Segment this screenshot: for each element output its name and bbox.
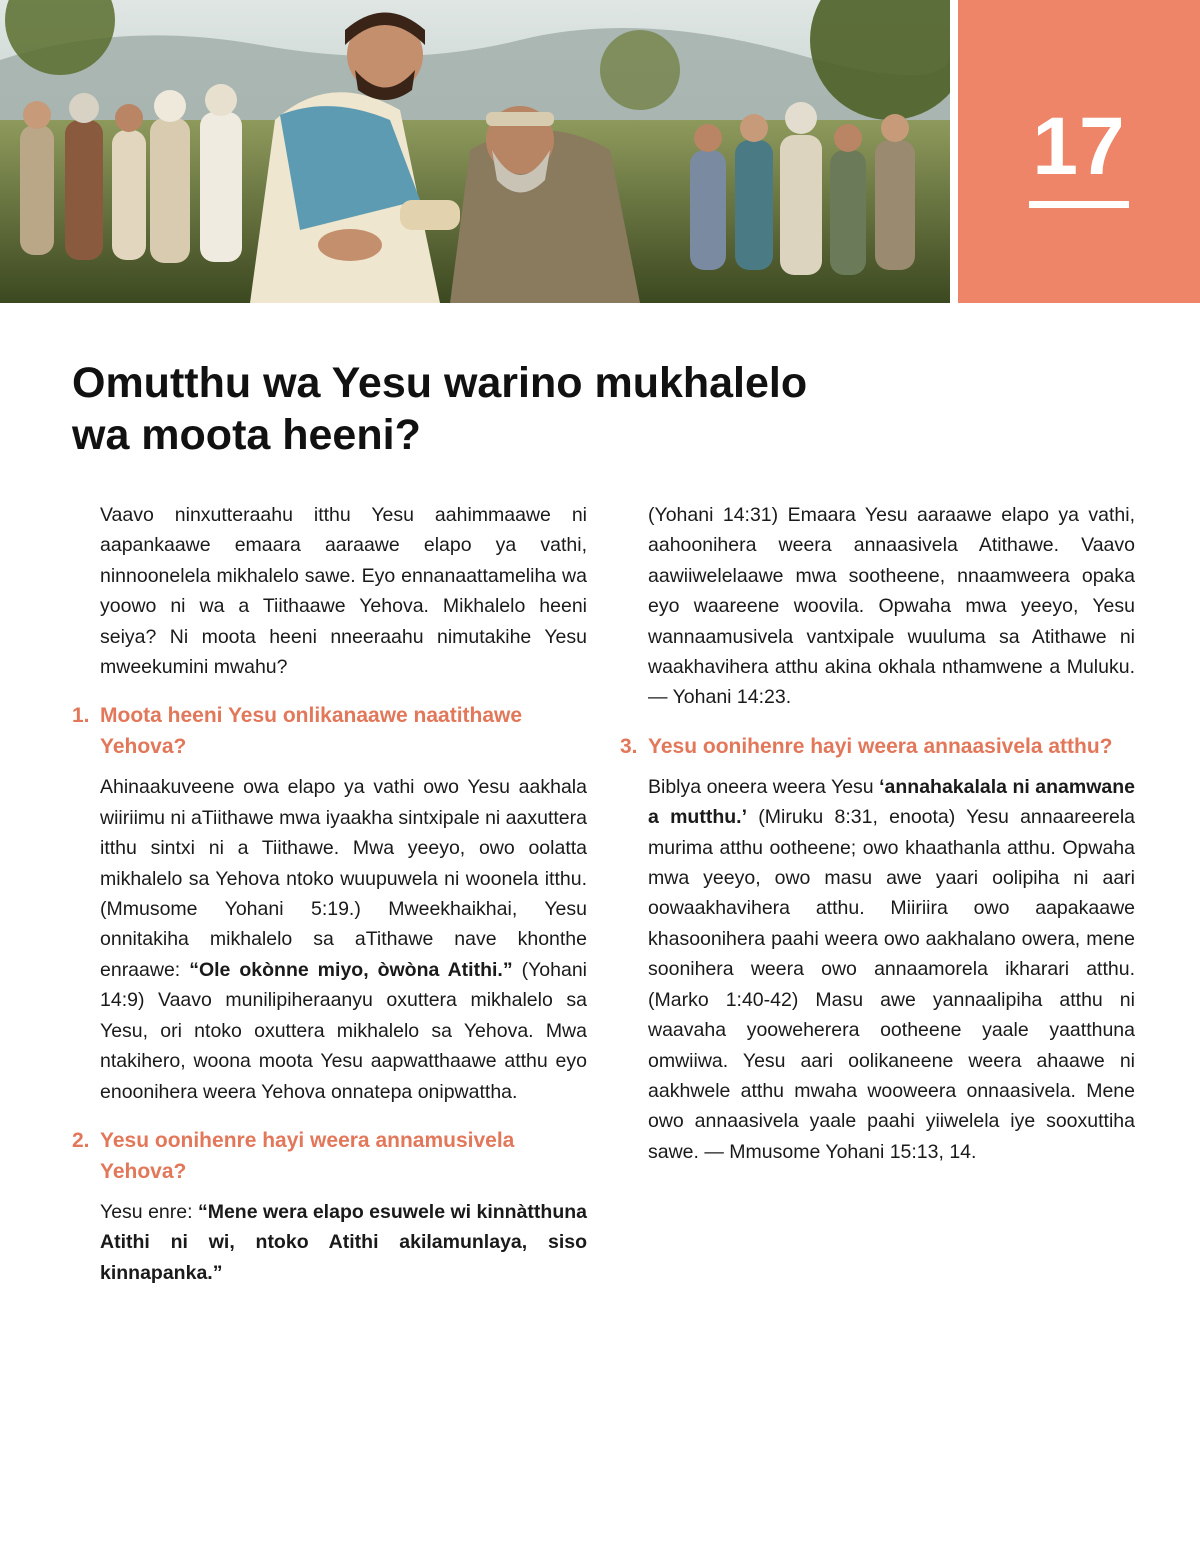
section-2-question-text: Yesu oonihenre hayi weera annamusivela Yehova? <box>100 1128 515 1183</box>
section-2-text-b: (Yohani 14:31) Emaara Yesu aaraawe elapo ya vathi, aahoonihera weera annaasivela Atithawe. Vaavo aawiiwelelaawe mwa sootheene, nnaamweera opaka eyo waareene woovila. Opwaha mwa yeeyo, Yesu wannaamusivela vantxipale wuuluma sa Atithawe ni waakhavihera atthu akina okhala nthamwene a Muluku. — Yohani 14:23. <box>648 504 1135 709</box>
section-1-quote: “Ole okònne miyo, òwòna Atithi.” <box>189 958 513 981</box>
chapter-underline <box>1029 201 1129 208</box>
illustration-icon <box>0 0 950 303</box>
page-title: Omutthu wa Yesu warino mukhalelo wa moota heeni? <box>72 359 808 459</box>
section-1-paragraph <box>72 772 587 1106</box>
section-3-question <box>620 731 1135 762</box>
section-1-text-a: Ahinaakuveene owa elapo ya vathi owo Yesu aakhala wiiriimu ni aTiithawe mwa iyaakha sintxipale ni aaxuttera itthu sintxi ni a Tiithawe. Mwa yeeyo, owo oolatta mikhalelo sa Yehova ntoko wuupuwela ni woonela itthu. (Mmusome Yohani 5:19.) Mweekhaikhai, Yesu onnitakiha mikhalelo sa aTithawe nave khonthe enraawe: <box>100 776 587 981</box>
column-left <box>72 500 587 1288</box>
column-right <box>620 500 1135 1167</box>
section-3-text-a: Biblya oneera weera Yesu <box>648 775 880 798</box>
section-1-text-b: (Yohani 14:9) Vaavo munilipiheraanyu oxuttera mikhalelo sa Yesu, ori ntoko oxuttera mikhalelo sa Yehova. Mwa ntakihero, woona moota Yesu aapwatthaawe atthu eyo enoonihera weera Yehova onnatepa onipwattha. <box>100 958 587 1103</box>
section-2-quote: “Mene wera elapo esuwele wi kinnàtthuna Atithi ni wi, ntoko Atithi akilamunlaya, siso kinnapanka.” <box>100 1200 587 1284</box>
section-3-number: 3. <box>620 734 638 758</box>
hero-illustration <box>0 0 950 303</box>
intro-paragraph: Vaavo ninxutteraahu itthu Yesu aahimmaawe ni aapankaawe emaara aaraawe elapo ya vathi, ninnoonelela mikhalelo sawe. Eyo ennanaattameliha wa yoowo ni wa a Tiithaawe Yehova. Mikhalelo heeni seiya? Ni moota heeni nneeraahu nimutakihe Yesu mweekumini mwahu? <box>100 504 587 679</box>
section-3-paragraph <box>620 772 1135 1167</box>
section-1-number: 1. <box>72 704 90 728</box>
section-3-text-b: (Miruku 8:31, enoota) Yesu annaareerela murima atthu ootheene; owo khaathanla atthu. Opwaha mwa yeeyo, owo masu awe yaari oolipiha ni aari oowaakhavihera atthu. Miiriira owo aapakaawe khasoonihera paahi weera owo aakhalano owera, mene soonihera weera owo annaamorela ikharari atthu. (Marko 1:40-42) Masu awe yannaalipiha atthu ni waavaha yooweherera ootheene yaale yaatthuna omwiiwa. Yesu aari oolikaneene weera ahaawe ni aakhwele atthu mwaha wooweera onnaasivela. Mene owo annaasivela yaale paahi yiiwelela iye sooxuttiha sawe. — Mmusome Yohani 15:13, 14. <box>648 806 1135 1163</box>
section-2-text-a: Yesu enre: <box>100 1200 198 1223</box>
section-2-number: 2. <box>72 1128 90 1152</box>
section-2-paragraph-continued <box>620 500 1135 713</box>
section-3-quote: ‘annahakalala ni anamwane a mutthu.’ <box>648 775 1135 829</box>
section-2-paragraph-start <box>72 1197 587 1288</box>
section-3-question-text: Yesu oonihenre hayi weera annaasivela atthu? <box>648 734 1113 758</box>
chapter-number: 17 <box>1032 101 1126 192</box>
section-2-question <box>72 1125 587 1187</box>
section-1-question-text: Moota heeni Yesu onlikanaawe naatithawe Yehova? <box>100 704 523 759</box>
section-1-question <box>72 700 587 762</box>
tree-mid <box>600 30 680 110</box>
chapter-number-box <box>958 0 1200 303</box>
